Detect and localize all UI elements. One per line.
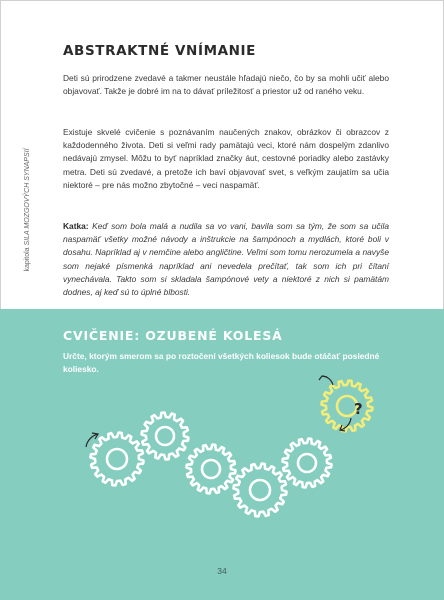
gear-icon bbox=[234, 464, 287, 517]
quote-text: Keď som bola malá a nudila sa vo vani, bavila som sa tým, že som sa učila naspamäť všetky možné návody a inštrukcie na šampónoch a mydlách, ktoré boli v dosahu. Napríklad aj v nemčine alebo angličtine. Veľmi som tomu nerozumela a navyše som nejaké písmenká napríklad ani nevedela prečítať, tak som ich pri čítaní vynechávala. Takto som si skladala šampónové vety a niektoré z nich si pamätám dodnes, aj keď sú to úplné blbosti. bbox=[63, 221, 389, 298]
gear-icon bbox=[187, 445, 236, 494]
gear-icon bbox=[142, 413, 189, 460]
chapter-word: kapitola bbox=[24, 247, 31, 272]
gear-chain-illustration bbox=[0, 360, 444, 560]
paragraph-intro: Deti sú prirodzene zvedavé a takmer neustále hľadajú niečo, čo by sa mohli učiť alebo objavovať. Takže je dobré im na to dávať príležitosť a priestor už od raného veku. bbox=[63, 73, 389, 97]
quote-speaker: Katka: bbox=[63, 221, 89, 231]
chapter-side-label bbox=[24, 130, 34, 290]
paragraph-quote bbox=[63, 220, 389, 299]
chapter-title: SILA MOZGOVÝCH SYNAPSIÍ bbox=[24, 148, 31, 246]
question-mark: ? bbox=[354, 400, 363, 418]
exercise-title: CVIČENIE: OZUBENÉ KOLESÁ bbox=[63, 328, 283, 343]
last-gear-icon bbox=[322, 381, 373, 432]
gear-icon bbox=[283, 439, 332, 488]
rotation-arrow-icon bbox=[319, 376, 333, 385]
exercise-instruction: Určte, ktorým smerom sa po roztočení všetkých koliesok bude otáčať posledné koliesko. bbox=[63, 351, 380, 375]
paragraph-exercise-description: Existuje skvelé cvičenie s poznávaním naučených znakov, obrázkov či obrazcov z každodenného života. Deti si veľmi rady pamätajú veci, ktoré nám dospelým zdanlivo nedávajú zmysel. Môžu to byť napríklad značky áut, cestovné poriadky alebo zastávky metra. Deti sú zvedavé, a pretože ich baví objavovať svet, s veľkým zaujatím sa učia niektoré – pre nás možno zbytočné – veci naspamäť. bbox=[63, 127, 389, 190]
section-heading: ABSTRAKTNÉ VNÍMANIE bbox=[63, 43, 256, 59]
gear-icon bbox=[91, 433, 144, 486]
page-number: 34 bbox=[217, 566, 227, 576]
